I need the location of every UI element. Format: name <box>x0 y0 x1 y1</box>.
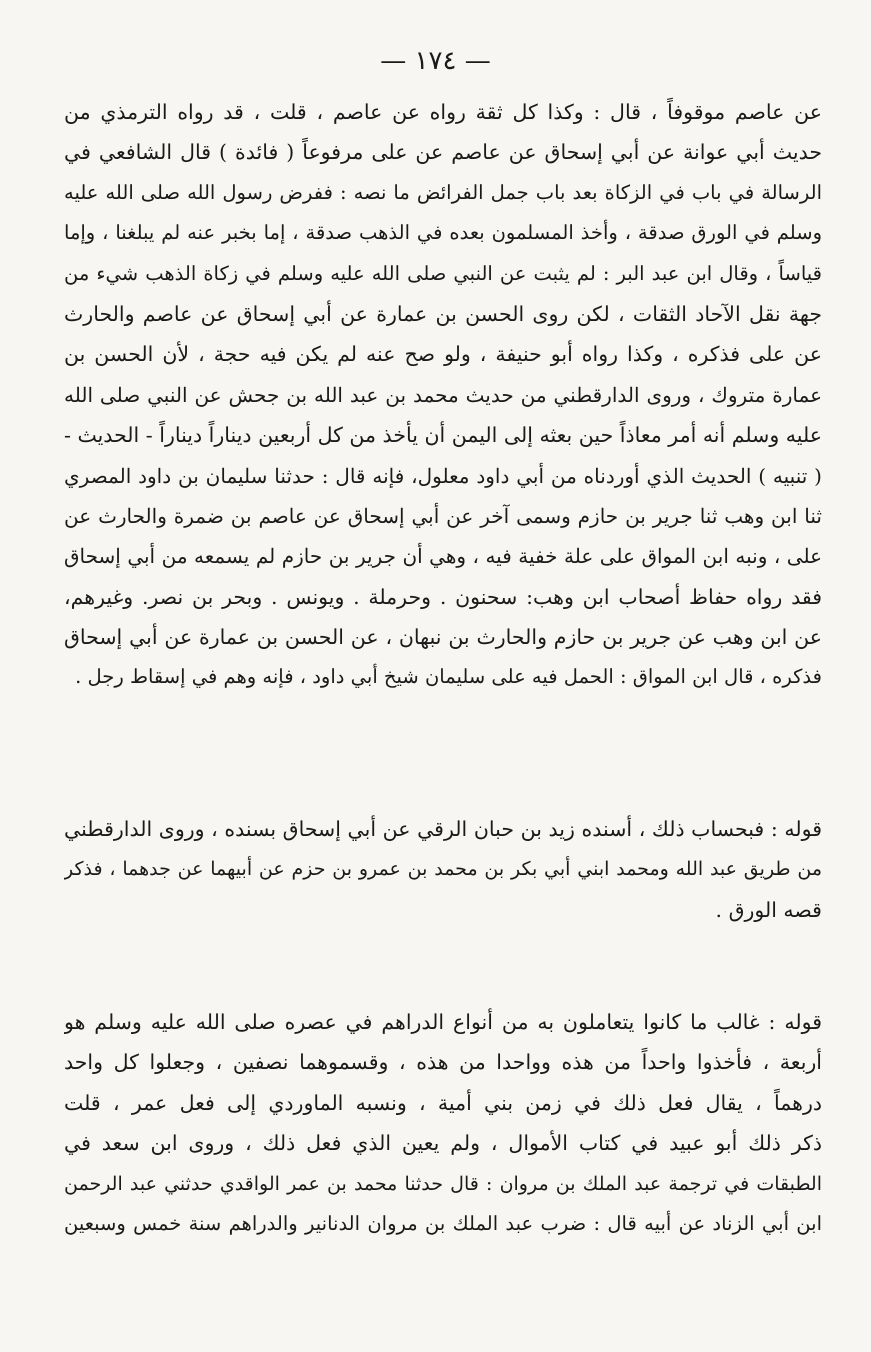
text-line: وسلم في الورق صدقة ، وأخذ المسلمون بعده في الذهب صدقة ، إما بخبر عنه لم يبلغنا ، وإما <box>64 221 822 245</box>
text-line: حديث أبي عوانة عن أبي إسحاق عن عاصم عن على مرفوعاً ( فائدة ) قال الشافعي في <box>64 140 822 165</box>
text-line: ثنا ابن وهب ثنا جرير بن حازم وسمى آخر عن أبي إسحاق عن عاصم بن ضمرة والحارث عن <box>64 503 822 528</box>
page-number: — ١٧٤ — <box>380 46 491 76</box>
text-line: عن على فذكره ، وكذا رواه أبو حنيفة ، ولو صح عنه لم يكن فيه حجة ، لأن الحسن بن <box>64 342 822 367</box>
text-line: ابن أبي الزناد عن أبيه قال : ضرب عبد الملك بن مروان الدنانير والدراهم سنة خمس وسبعين <box>64 1211 822 1235</box>
text-line: عليه وسلم أنه أمر معاذاً حين بعثه إلى اليمن أن يأخذ من كل أربعين ديناراً ديناراً - الحديث - <box>64 423 822 448</box>
text-line: قوله : غالب ما كانوا يتعاملون به من أنواع الدراهم في عصره صلى الله عليه وسلم هو <box>64 1010 822 1034</box>
text-line: قوله : فبحساب ذلك ، أسنده زيد بن حبان الرقي عن أبي إسحاق بسنده ، وروى الدارقطني <box>64 817 822 841</box>
text-line: ذكر ذلك أبو عبيد في كتاب الأموال ، ولم يعين الذي فعل ذلك ، وروى ابن سعد في <box>64 1131 822 1156</box>
text-line: ( تنبيه ) الحديث الذي أوردناه من أبي داود معلول، فإنه قال : حدثنا سليمان بن داود المصري <box>64 463 822 488</box>
text-line: فقد رواه حفاظ أصحاب ابن وهب: سحنون . وحرملة . ويونس . وبحر بن نصر. وغيرهم، <box>64 584 822 609</box>
text-line: قصه الورق . <box>715 897 822 922</box>
text-line: على ، ونبه ابن المواق على علة خفية فيه ، وهي أن جرير بن حازم لم يسمعه من أبي إسحاق <box>64 544 822 569</box>
text-line: درهماً ، يقال فعل ذلك في زمن بني أمية ، ونسبه الماوردي إلى فعل عمر ، قلت <box>64 1090 822 1115</box>
paragraph-qawluhu-bihisab <box>64 809 822 930</box>
text-line: الرسالة في باب في الزكاة بعد باب جمل الفرائض ما نصه : ففرض رسول الله صلى الله عليه <box>64 180 822 204</box>
text-line: فذكره ، قال ابن المواق : الحمل فيه على سليمان شيخ أبي داود ، فإنه وهم في إسقاط رجل . <box>75 665 822 689</box>
text-line: عن ابن وهب عن جرير بن حازم والحارث بن نبهان ، عن الحسن بن عمارة عن أبي إسحاق <box>64 625 822 650</box>
text-line: من طريق عبد الله ومحمد ابني أبي بكر بن محمد بن عمرو بن حزم عن أبيهما عن جدهما ، فذكر <box>64 858 822 881</box>
text-line: الطبقات في ترجمة عبد الملك بن مروان : قال حدثنا محمد بن عمر الواقدي حدثني عبد الرحمن <box>64 1172 822 1195</box>
text-line: أربعة ، فأخذوا واحداً من هذه وواحدا من هذه ، وقسموهما نصفين ، وجعلوا كل واحد <box>64 1050 822 1075</box>
text-line: قياساً ، وقال ابن عبد البر : لم يثبت عن النبي صلى الله عليه وسلم في زكاة الذهب شيء من <box>64 261 822 285</box>
paragraph-qawluhu-ghalib <box>64 1002 822 1244</box>
paragraph-hadith-discussion <box>64 92 822 698</box>
text-line: جهة نقل الآحاد الثقات ، لكن روى الحسن بن عمارة عن أبي إسحاق عن عاصم والحارث <box>64 301 822 326</box>
text-line: عن عاصم موقوفاً ، قال : وكذا كل ثقة رواه عن عاصم ، قلت ، قد رواه الترمذي من <box>64 100 822 124</box>
text-line: عمارة متروك ، وروى الدارقطني من حديث محمد بن عبد الله بن جحش عن النبي صلى الله <box>64 382 822 407</box>
